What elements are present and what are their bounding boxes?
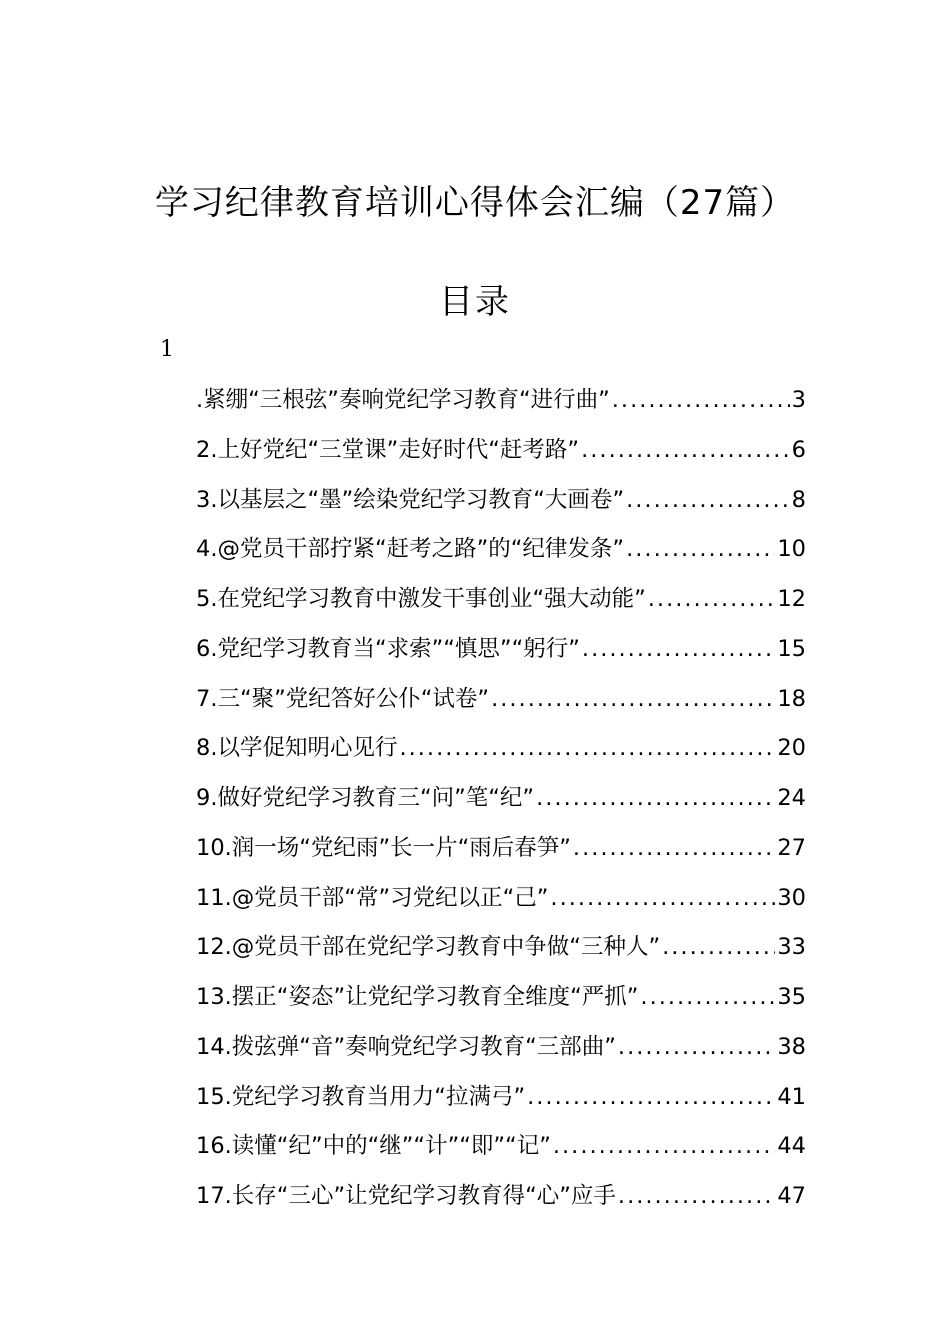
toc-entry-title: 15.党纪学习教育当用力“拉满弓” xyxy=(196,1083,526,1110)
dot-leader xyxy=(573,826,775,870)
toc-entry[interactable] xyxy=(196,378,806,428)
toc-entry-page: 6 xyxy=(791,436,806,463)
toc-entry-page: 33 xyxy=(777,934,806,961)
toc-entry[interactable] xyxy=(196,577,806,627)
dot-leader xyxy=(581,428,790,472)
toc-entry-title: 11.@党员干部“常”习党纪以正“己” xyxy=(196,884,549,911)
toc-entry[interactable] xyxy=(196,925,806,975)
toc-entry-title: 10.润一场“党纪雨”长一片“雨后春笋” xyxy=(196,834,571,861)
toc-entry-title: 12.@党员干部在党纪学习教育中争做“三种人” xyxy=(196,934,661,961)
toc-entry-page: 38 xyxy=(777,1033,806,1060)
toc-entry-page: 12 xyxy=(777,586,806,612)
toc-entry[interactable] xyxy=(196,726,806,776)
toc-entry[interactable] xyxy=(196,428,806,478)
toc-entry-page: 15 xyxy=(777,635,806,662)
toc-entry[interactable] xyxy=(196,826,806,876)
dot-leader xyxy=(648,577,776,621)
dot-leader xyxy=(626,478,790,522)
toc-entry[interactable] xyxy=(196,1124,806,1174)
toc-entry-title: 4.@党员干部拧紧“赶考之路”的“纪律发条” xyxy=(196,536,625,563)
toc-entry[interactable] xyxy=(196,627,806,677)
toc-entry[interactable] xyxy=(196,1075,806,1125)
toc-entry-page: 35 xyxy=(777,984,806,1010)
dot-leader xyxy=(618,1174,775,1218)
dot-leader xyxy=(612,378,790,422)
toc-entry[interactable] xyxy=(196,527,806,577)
dot-leader xyxy=(550,876,775,920)
dot-leader xyxy=(626,527,775,571)
toc-entry-title: 6.党纪学习教育当“求索”“慎思”“躬行” xyxy=(196,635,580,662)
dot-leader xyxy=(582,627,775,671)
toc-entry-title: 2.上好党纪“三堂课”走好时代“赶考路” xyxy=(196,436,580,463)
toc-entry-title: 9.做好党纪学习教育三“问”笔“纪” xyxy=(196,785,535,811)
toc-entry-title: 13.摆正“姿态”让党纪学习教育全维度“严抓” xyxy=(196,984,639,1010)
toc-entry-page: 30 xyxy=(777,884,806,911)
toc-entry[interactable] xyxy=(196,478,806,528)
toc-entry[interactable] xyxy=(196,876,806,926)
list-marker: 1 xyxy=(160,337,174,362)
toc-entry[interactable] xyxy=(196,677,806,727)
toc-entry-title: 5.在党纪学习教育中激发干事创业“强大动能” xyxy=(196,586,646,612)
toc-entry[interactable] xyxy=(196,975,806,1025)
toc-entry-title: 3.以基层之“墨”绘染党纪学习教育“大画卷” xyxy=(196,486,625,513)
toc-entry-page: 10 xyxy=(777,536,806,563)
dot-leader xyxy=(399,726,775,770)
dot-leader xyxy=(491,677,775,721)
toc-entry-title: 16.读懂“纪”中的“继”“计”“即”“记” xyxy=(196,1133,551,1160)
toc-entry-page: 8 xyxy=(791,486,806,513)
toc-entry-page: 18 xyxy=(777,685,806,712)
toc-entry-title: 7.三“聚”党纪答好公仆“试卷” xyxy=(196,685,490,712)
toc-entry-page: 44 xyxy=(777,1133,806,1160)
toc-entry[interactable] xyxy=(196,776,806,826)
toc-entry-page: 3 xyxy=(791,387,806,413)
dot-leader xyxy=(553,1124,776,1168)
dot-leader xyxy=(527,1075,775,1119)
dot-leader xyxy=(536,776,775,820)
toc-entry-page: 20 xyxy=(777,735,806,762)
toc-entry-page: 47 xyxy=(777,1183,806,1209)
toc-entry-page: 41 xyxy=(777,1083,806,1110)
toc-heading: 目录 xyxy=(439,282,511,322)
dot-leader xyxy=(662,925,775,969)
toc-entry-title: 17.长存“三心”让党纪学习教育得“心”应手 xyxy=(196,1183,616,1209)
toc-entry[interactable] xyxy=(196,1025,806,1075)
toc-entry-title: 14.拨弦弹“音”奏响党纪学习教育“三部曲” xyxy=(196,1033,616,1060)
table-of-contents xyxy=(196,378,806,1224)
toc-entry-title: 8.以学促知明心见行 xyxy=(196,735,398,762)
dot-leader xyxy=(618,1025,775,1069)
toc-entry-page: 27 xyxy=(777,834,806,861)
document-title: 学习纪律教育培训心得体会汇编（27篇） xyxy=(154,183,796,223)
toc-entry[interactable] xyxy=(196,1174,806,1224)
dot-leader xyxy=(640,975,775,1019)
toc-entry-page: 24 xyxy=(777,785,806,811)
toc-entry-title: .紧绷“三根弦”奏响党纪学习教育“进行曲” xyxy=(196,387,610,413)
